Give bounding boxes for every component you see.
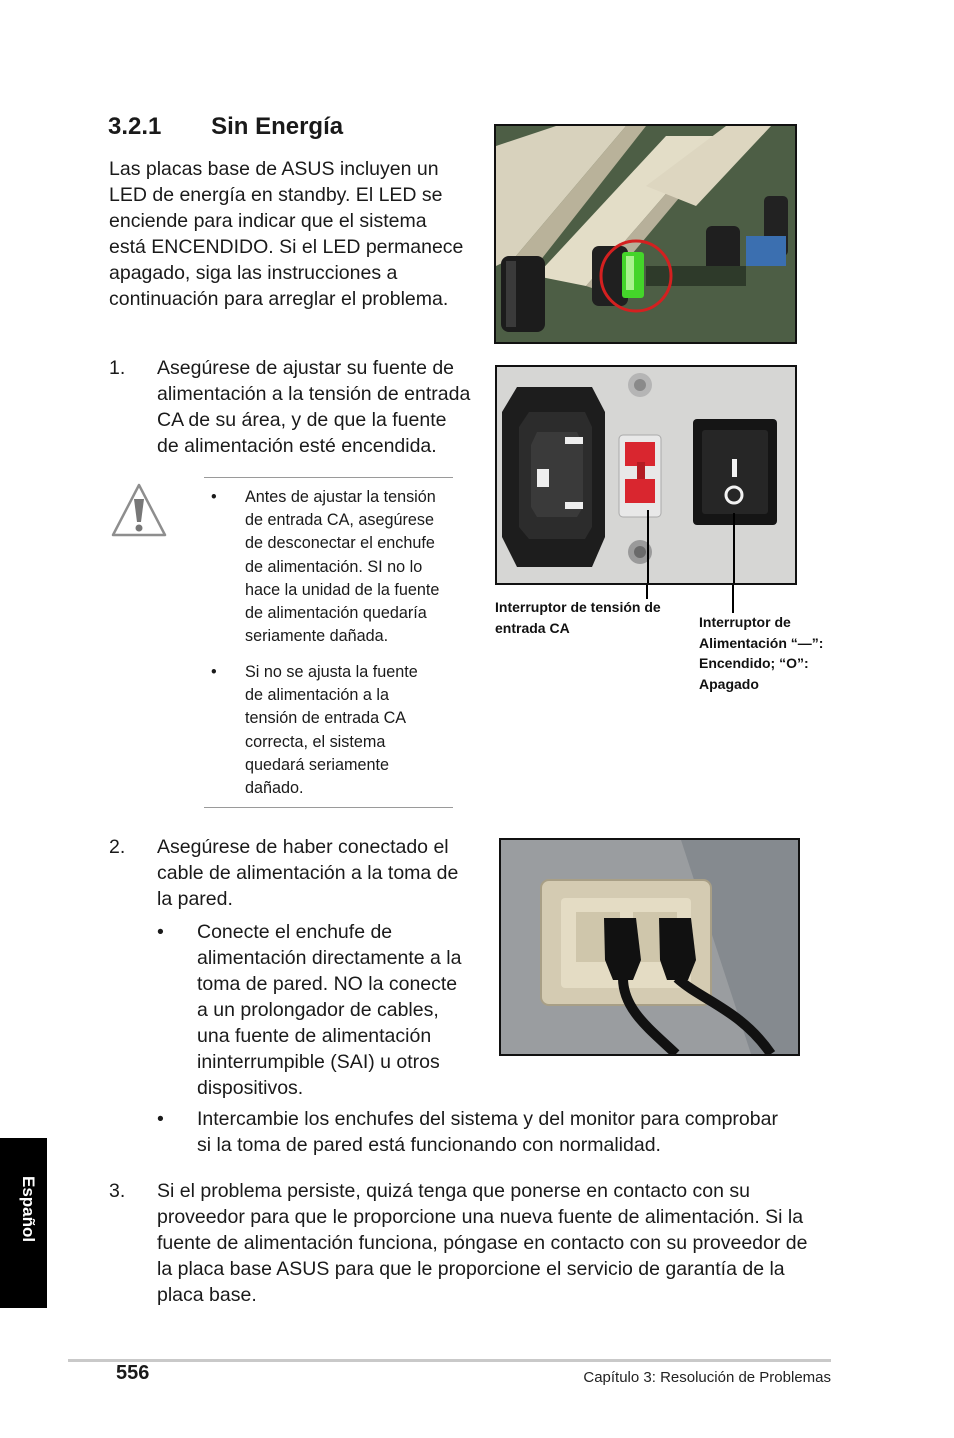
leader-line <box>732 585 734 613</box>
section-title: Sin Energía <box>211 113 344 140</box>
text-line: dispositivos. <box>197 1077 304 1099</box>
bullet-marker: • <box>157 921 164 943</box>
text-line: Asegúrese de haber conectado el <box>157 836 449 858</box>
text-line: Alimentación “—”: <box>699 634 824 651</box>
page-number: 556 <box>116 1362 150 1384</box>
power-supply-photo <box>495 365 797 585</box>
section-number: 3.2.1 <box>108 113 162 140</box>
text-line: entrada CA <box>495 619 570 636</box>
text-line: quedará seriamente <box>245 755 389 774</box>
text-line: hace la unidad de la fuente <box>245 580 440 599</box>
text-line: Encendido; “O”: <box>699 655 809 671</box>
text-line: está ENCENDIDO. Si el LED permanece <box>109 236 464 258</box>
text-line: de alimentación esté encendida. <box>157 435 437 457</box>
step-3-number: 3. <box>109 1180 126 1202</box>
text-line: Conecte el enchufe de <box>197 921 393 943</box>
side-tab-label: Español <box>19 1176 38 1243</box>
step-2-text <box>157 834 487 912</box>
warning-bullet-marker: • <box>211 488 217 506</box>
text-line: la pared. <box>157 888 233 910</box>
text-line: de alimentación. SI no lo <box>245 557 423 576</box>
text-line: toma de pared. NO la conecte <box>197 973 458 995</box>
text-line: CA de su área, y de que la fuente <box>157 409 447 431</box>
text-line: a un prolongador de cables, <box>197 999 439 1021</box>
step-2-number: 2. <box>109 836 126 858</box>
warning-bullet-1 <box>245 486 460 648</box>
text-line: LED de energía en standby. El LED se <box>109 184 443 206</box>
motherboard-led-photo <box>494 124 797 344</box>
step-1-number: 1. <box>109 357 126 379</box>
text-line: Apagado <box>699 675 759 692</box>
text-line: alimentación a la tensión de entrada <box>157 383 471 405</box>
text-line: fuente de alimentación funciona, póngase en contacto con su proveedor de <box>157 1232 808 1254</box>
text-line: Intercambie los enchufes del sistema y del monitor para comprobar <box>197 1108 778 1130</box>
text-line: de entrada CA, asegúrese <box>245 511 434 530</box>
text-line: si la toma de pared está funcionando con normalidad. <box>197 1134 661 1156</box>
footer-rule <box>68 1359 831 1362</box>
bullet-marker: • <box>157 1108 164 1130</box>
step-2-bullet-2 <box>197 1106 837 1158</box>
text-line: Interruptor de tensión de <box>495 599 661 615</box>
warning-bottom-rule <box>204 807 453 808</box>
text-line: correcta, el sistema <box>245 732 386 751</box>
text-line: seriamente dañada. <box>245 627 389 646</box>
section-heading <box>108 113 343 141</box>
text-line: la placa base ASUS para que le proporcione el servicio de garantía de la <box>157 1258 785 1280</box>
voltage-switch-caption <box>495 597 695 638</box>
text-line: alimentación directamente a la <box>197 947 462 969</box>
step-1-text <box>157 355 487 459</box>
text-line: tensión de entrada CA <box>245 709 407 728</box>
language-side-tab <box>0 1138 47 1308</box>
text-line: enciende para indicar que el sistema <box>109 210 427 232</box>
text-line: ininterrumpible (SAI) u otros <box>197 1051 440 1073</box>
power-switch-caption <box>699 612 849 694</box>
text-line: Antes de ajustar la tensión <box>245 488 436 506</box>
text-line: Interruptor de <box>699 614 791 630</box>
text-line: proveedor para que le proporcione una nueva fuente de alimentación. Si la <box>157 1206 804 1228</box>
text-line: de desconectar el enchufe <box>245 534 435 553</box>
text-line: dañado. <box>245 779 304 798</box>
text-line: Si no se ajusta la fuente <box>245 663 418 681</box>
wall-outlet-photo <box>499 838 800 1056</box>
warning-bullet-2 <box>245 661 460 800</box>
warning-triangle-icon <box>110 482 168 538</box>
text-line: de alimentación a la <box>245 686 389 705</box>
text-line: de alimentación quedaría <box>245 604 427 623</box>
text-line: Si el problema persiste, quizá tenga que ponerse en contacto con su <box>157 1180 750 1202</box>
chapter-label: Capítulo 3: Resolución de Problemas <box>583 1369 831 1386</box>
text-line: una fuente de alimentación <box>197 1025 432 1047</box>
warning-bullet-marker: • <box>211 663 217 681</box>
warning-top-rule <box>204 477 453 478</box>
step-2-bullet-1 <box>197 919 487 1101</box>
text-line: placa base. <box>157 1284 257 1306</box>
text-line: Las placas base de ASUS incluyen un <box>109 158 439 180</box>
intro-paragraph <box>109 156 479 312</box>
text-line: Asegúrese de ajustar su fuente de <box>157 357 455 379</box>
step-3-text <box>157 1178 857 1308</box>
text-line: continuación para arreglar el problema. <box>109 288 449 310</box>
text-line: apagado, siga las instrucciones a <box>109 262 398 284</box>
text-line: cable de alimentación a la toma de <box>157 862 459 884</box>
